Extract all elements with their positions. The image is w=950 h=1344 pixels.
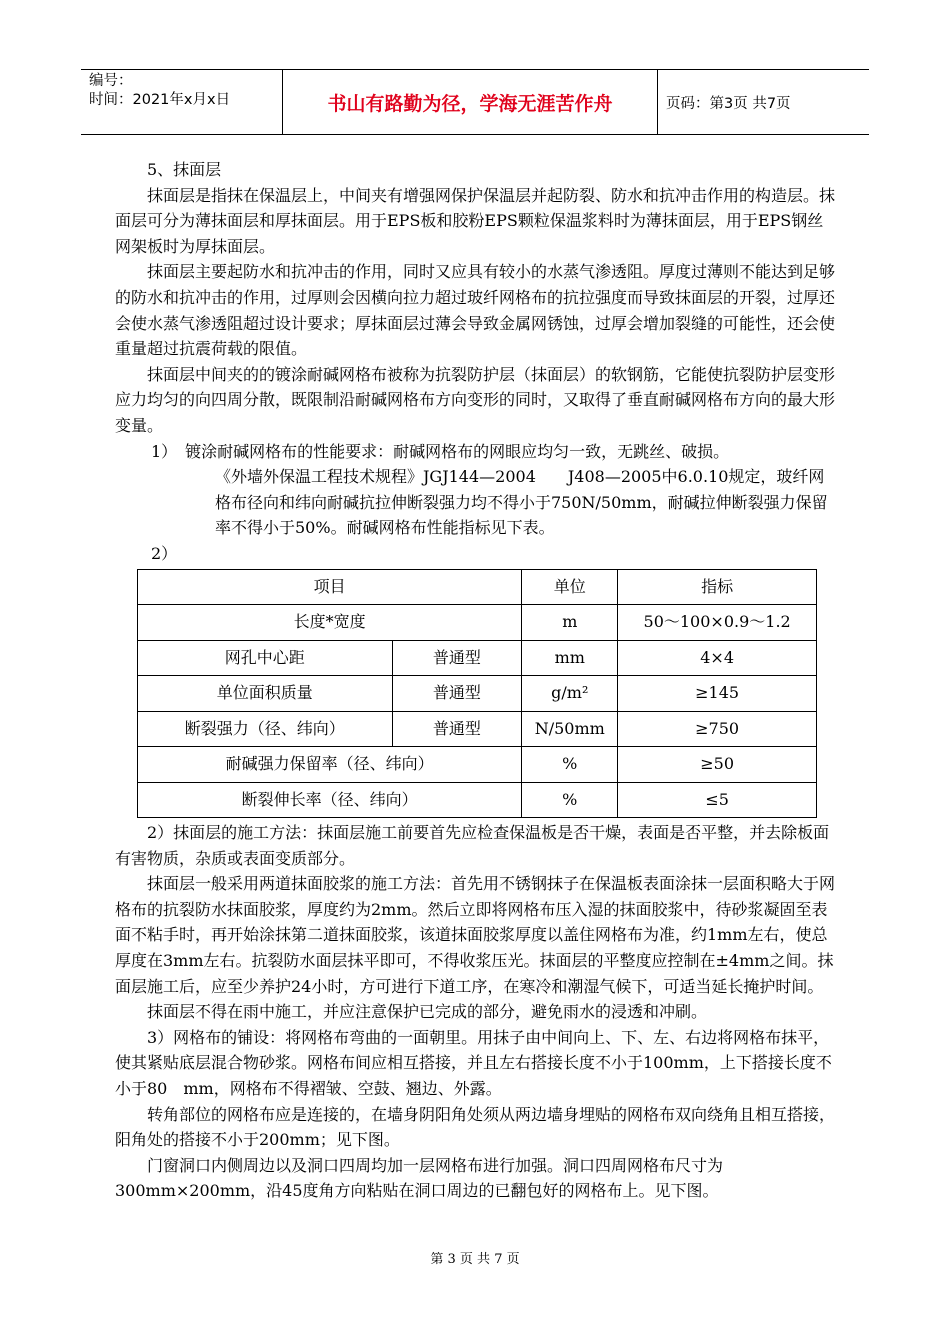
table-cell: 长度*宽度 bbox=[138, 605, 522, 641]
table-cell: % bbox=[522, 747, 618, 783]
header-slogan: 书山有路勤为径，学海无涯苦作舟 bbox=[283, 70, 658, 134]
table-row bbox=[138, 676, 817, 712]
list-item: 1） 镀涂耐碱网格布的性能要求：耐碱网格布的网眼应均匀一致，无跳丝、破损。 bbox=[151, 441, 730, 461]
paragraph: 抹面层是指抹在保温层上，中间夹有增强网保护保温层并起防裂、防水和抗冲击作用的构造层。抹面层可分为薄抹面层和厚抹面层。用于EPS板和胶粉EPS颗粒保温浆料时为薄抹面层，用于EPS钢丝网架板时为厚抹面层。 bbox=[115, 185, 836, 256]
time-label: 时间：2021年x月x日 bbox=[89, 92, 231, 108]
table-cell: 普通型 bbox=[392, 711, 522, 747]
table-cell: 网孔中心距 bbox=[138, 640, 393, 676]
table-row bbox=[138, 640, 817, 676]
table-header-cell: 单位 bbox=[522, 569, 618, 605]
paragraph: 3）网格布的铺设：将网格布弯曲的一面朝里。用抹子由中间向上、下、左、右边将网格布抹平，使其紧贴底层混合物砂浆。网格布间应相互搭接，并且左右搭接长度不小于100mm，上下搭接长度不小于80 mm，网格布不得褶皱、空鼓、翘边、外露。 bbox=[115, 1027, 832, 1098]
table-cell: m bbox=[522, 605, 618, 641]
table-cell: 断裂强力（径、纬向） bbox=[138, 711, 393, 747]
table-cell: N/50mm bbox=[522, 711, 618, 747]
table-row bbox=[138, 605, 817, 641]
paragraph: 抹面层中间夹的的镀涂耐碱网格布被称为抗裂防护层（抹面层）的软钢筋，它能使抗裂防护层变形应力均匀的向四周分散，既限制沿耐碱网格布方向变形的同时，又取得了垂直耐碱网格布方向的最大形变量。 bbox=[115, 364, 836, 435]
section-heading: 5、抹面层 bbox=[147, 160, 222, 179]
table-cell: ≥50 bbox=[618, 747, 817, 783]
paragraph: 门窗洞口内侧周边以及洞口四周均加一层网格布进行加强。洞口四周网格布尺寸为300mm×200mm，沿45度角方向粘贴在洞口周边的已翻包好的网格布上。见下图。 bbox=[115, 1155, 724, 1201]
table-row bbox=[138, 569, 817, 605]
table-cell: 普通型 bbox=[392, 676, 522, 712]
paragraph: 转角部位的网格布应是连接的，在墙身阴阳角处须从两边墙身埋贴的网格布双向绕角且相互搭接，阳角处的搭接不小于200mm；见下图。 bbox=[115, 1104, 836, 1150]
paragraph: 抹面层主要起防水和抗冲击的作用，同时又应具有较小的水蒸气渗透阻。厚度过薄则不能达到足够的防水和抗冲击的作用，过厚则会因横向拉力超过玻纤网格布的抗拉强度而导致抹面层的开裂，过厚还会使水蒸气渗透阻超过设计要求；厚抹面层过薄会导致金属网锈蚀，过厚会增加裂缝的可能性，还会使重量超过抗震荷载的限值。 bbox=[115, 262, 836, 359]
page-header bbox=[81, 69, 869, 135]
table-header-cell: 指标 bbox=[618, 569, 817, 605]
table-header-cell: 项目 bbox=[138, 569, 522, 605]
table-cell: 断裂伸长率（径、纬向） bbox=[138, 782, 522, 818]
table-cell: 4×4 bbox=[618, 640, 817, 676]
table-cell: 耐碱强力保留率（径、纬向） bbox=[138, 747, 522, 783]
table-cell: ≥750 bbox=[618, 711, 817, 747]
paragraph: 抹面层一般采用两道抹面胶浆的施工方法：首先用不锈钢抹子在保温板表面涂抹一层面积略大于网格布的抗裂防水抹面胶浆，厚度约为2mm。然后立即将网格布压入湿的抹面胶浆中，待砂浆凝固至表面不粘手时，再开始涂抹第二道抹面胶浆，该道抹面胶浆厚度以盖住网格布为准，约1mm左右，使总厚度在3mm左右。抗裂防水面层抹平即可，不得收浆压光。抹面层的平整度应控制在±4mm之间。抹面层施工后，应至少养护24小时，方可进行下道工序，在寒冷和潮湿气候下，可适当延长掩护时间。 bbox=[115, 874, 836, 996]
number-label: 编号： bbox=[89, 73, 133, 89]
table-cell: mm bbox=[522, 640, 618, 676]
table-cell: 普通型 bbox=[392, 640, 522, 676]
table-row bbox=[138, 747, 817, 783]
table-row bbox=[138, 711, 817, 747]
spec-table bbox=[137, 569, 817, 819]
table-cell: ≥145 bbox=[618, 676, 817, 712]
table-cell: 单位面积质量 bbox=[138, 676, 393, 712]
table-cell: g/m² bbox=[522, 676, 618, 712]
paragraph: 《外墙外保温工程技术规程》JGJ144—2004 J408—2005中6.0.10规定，玻纤网格布径向和纬向耐碱抗拉伸断裂强力均不得小于750N/50mm，耐碱拉伸断裂强力保留率不得小于50%。耐碱网格布性能指标见下表。 bbox=[215, 467, 828, 538]
document-body bbox=[115, 157, 835, 1204]
table-cell: 50～100×0.9～1.2 bbox=[618, 605, 817, 641]
paragraph: 抹面层不得在雨中施工，并应注意保护已完成的部分，避免雨水的浸透和冲刷。 bbox=[147, 1002, 708, 1022]
list-item: 2） bbox=[151, 543, 178, 563]
header-meta bbox=[81, 70, 283, 134]
page-footer: 第 3 页 共 7 页 bbox=[430, 1252, 520, 1267]
header-page-label: 页码：第3页 共7页 bbox=[666, 95, 791, 112]
paragraph: 2）抹面层的施工方法：抹面层施工前要首先应检查保温板是否干燥，表面是否平整，并去除板面有害物质，杂质或表面变质部分。 bbox=[115, 823, 830, 868]
table-cell: % bbox=[522, 782, 618, 818]
table-row bbox=[138, 782, 817, 818]
table-cell: ≤5 bbox=[618, 782, 817, 818]
